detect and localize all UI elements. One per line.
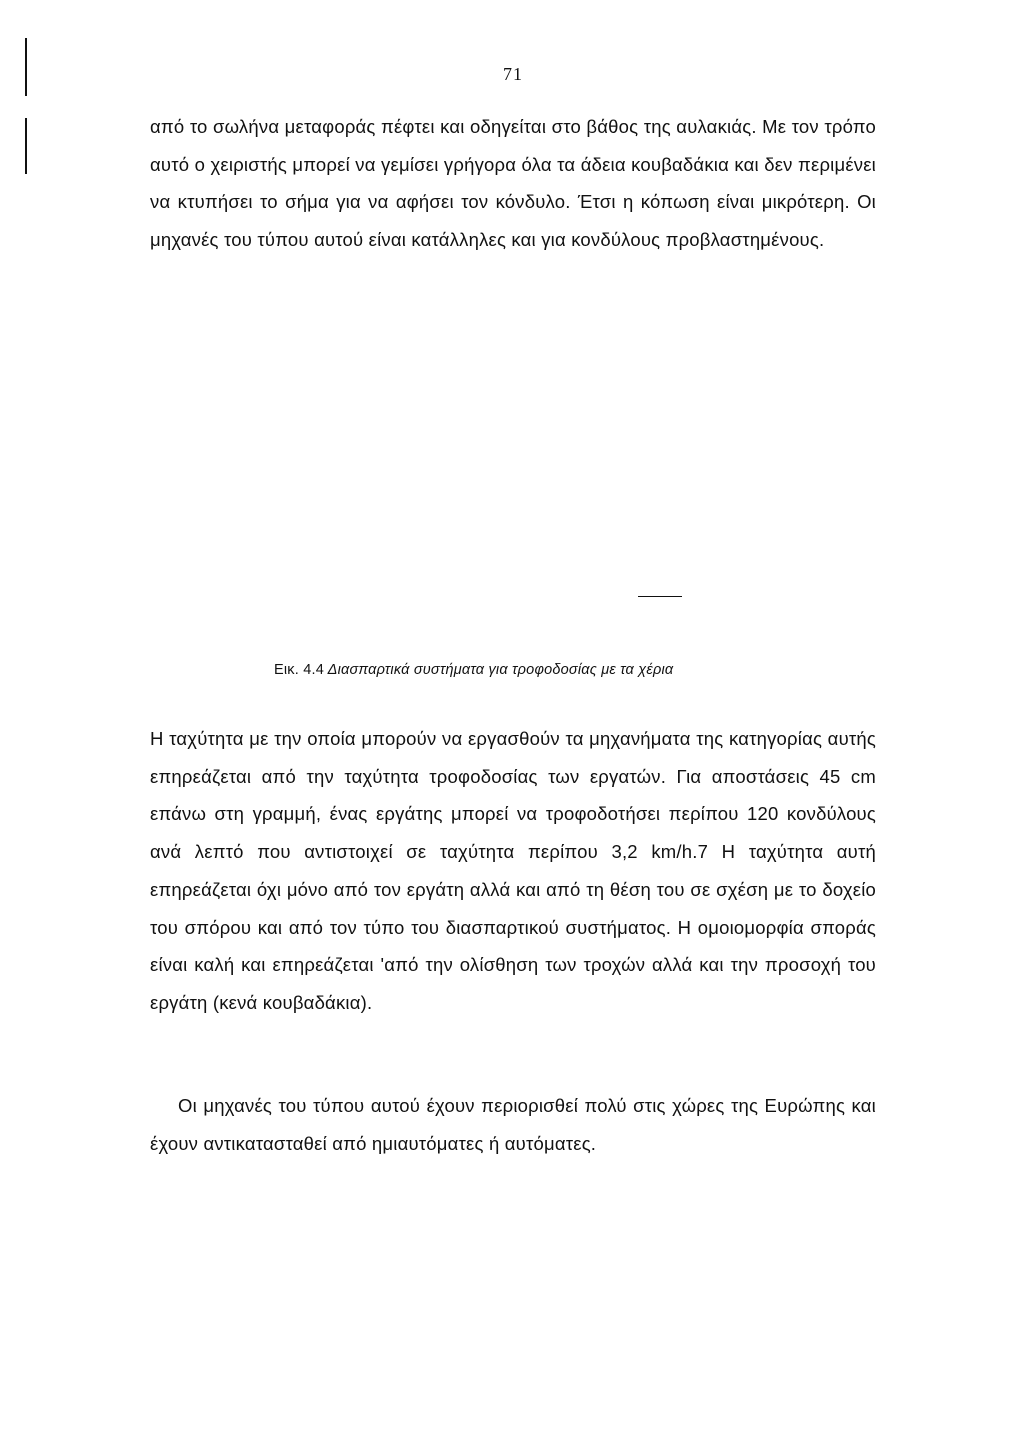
page-number: 71 [503,64,523,84]
margin-binding-line-top [25,38,27,96]
figure-label: Εικ. 4.4 [274,662,324,678]
figure-caption [274,662,874,678]
paragraph-2: Η ταχύτητα με την οποία μπορούν να εργασθούν τα μηχανήματα της κατηγορίας αυτής επηρεάζεται από την ταχύτητα τροφοδοσίας των εργατών. Για αποστάσεις 45 cm επάνω στη γραμμή, ένας εργάτης μπορεί να τροφοδοτήσει περίπου 120 κονδύλους ανά λεπτό που αντιστοιχεί σε ταχύτητα περίπου 3,2 km/h.7 Η ταχύτητα αυτή επηρεάζεται όχι μόνο από τον εργάτη αλλά και από τη θέση του σε σχέση με το δοχείο του σπόρου και από τον τύπο του διασπαρτικού συστήματος. Η ομοιομορφία σποράς είναι καλή και επηρεάζεται 'από την ολίσθηση των τροχών αλλά και την προσοχή του εργάτη (κενά κουβαδάκια). [150,728,876,1013]
paragraph-1: από το σωλήνα μεταφοράς πέφτει και οδηγείται στο βάθος της αυλακιάς. Με τον τρόπο αυτό ο χειριστής μπορεί να γεμίσει γρήγορα όλα τα άδεια κουβαδάκια και δεν περιμένει να κτυπήσει το σήμα για να αφήσει τον κόνδυλο. Έτσι η κόπωση είναι μικρότερη. Οι μηχανές του τύπου αυτού είναι κατάλληλες και για κονδύλους προβλαστημένους. [150,116,876,251]
figure-remnant-line [638,596,682,597]
margin-binding-line-middle [25,118,27,174]
paragraph-3: Οι μηχανές του τύπου αυτού έχουν περιορισθεί πολύ στις χώρες της Ευρώπης και έχουν αντικατασταθεί από ημιαυτόματες ή αυτόματες. [150,1095,876,1154]
figure-caption-text: Διασπαρτικά συστήματα για τροφοδοσίας με τα χέρια [327,662,674,678]
